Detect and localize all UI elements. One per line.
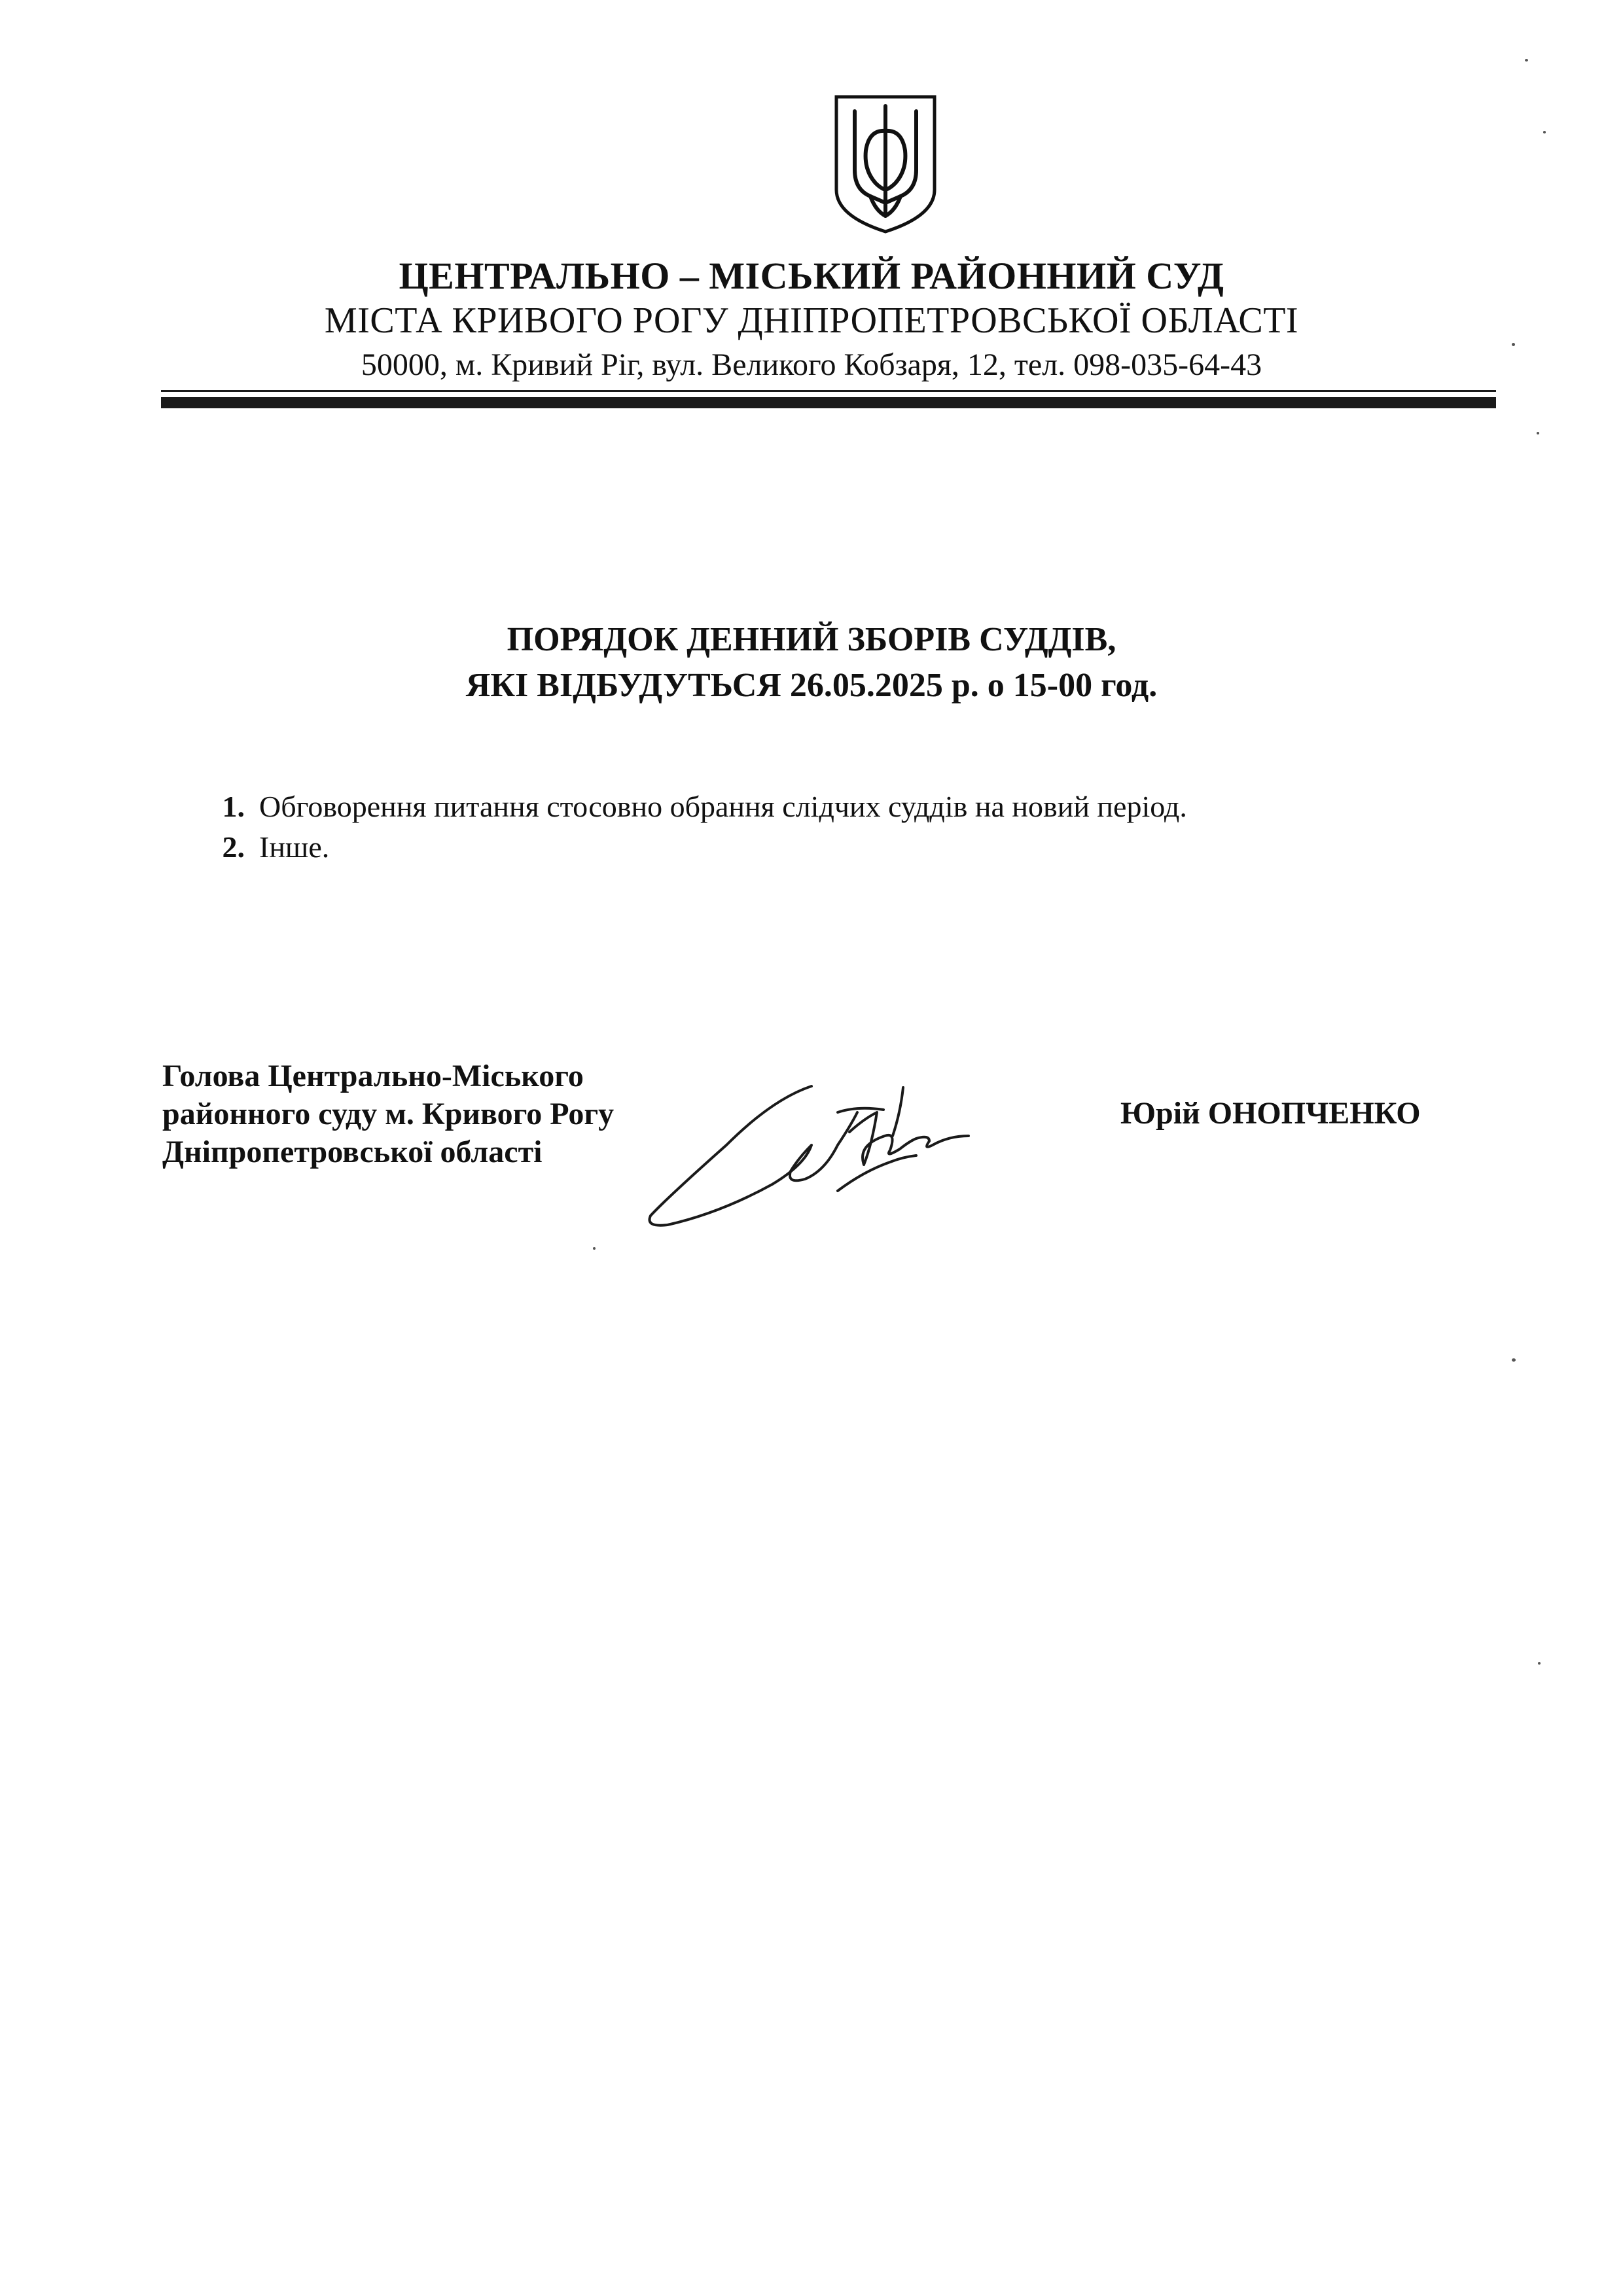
court-name: ЦЕНТРАЛЬНО – МІСЬКИЙ РАЙОННИЙ СУД [399, 255, 1224, 297]
header-divider-thick [161, 397, 1496, 408]
handwritten-signature-icon [641, 1073, 1008, 1237]
agenda-item-text: Обговорення питання стосовно обрання слідчих суддів на новий період. [259, 790, 1187, 823]
agenda-list [203, 789, 1187, 870]
signer-position-line1: Голова Центрально-Міського [162, 1059, 584, 1093]
signer-position-line3: Дніпропетровської області [162, 1135, 543, 1169]
scan-speck [1512, 343, 1515, 346]
scan-speck [1525, 59, 1528, 62]
scan-speck [593, 1247, 596, 1250]
signer-position-line2: районного суду м. Кривого Рогу [162, 1097, 615, 1131]
agenda-item [203, 830, 1187, 870]
scan-speck [1538, 1662, 1541, 1665]
scan-speck [1537, 432, 1539, 434]
court-address: 50000, м. Кривий Ріг, вул. Великого Кобзаря, 12, тел. 098-035-64-43 [361, 347, 1262, 382]
scan-speck [1512, 1358, 1516, 1362]
signer-position [162, 1057, 614, 1171]
document-title-line2: ЯКІ ВІДБУДУТЬСЯ 26.05.2025 р. о 15-00 год. [465, 667, 1158, 704]
scan-speck [1543, 131, 1546, 133]
document-title-line1: ПОРЯДОК ДЕННИЙ ЗБОРІВ СУДДІВ, [507, 621, 1116, 658]
coat-of-arms-icon [830, 92, 941, 236]
agenda-item-number: 1. [222, 790, 245, 823]
agenda-item-number: 2. [222, 830, 245, 864]
signer-name: Юрій ОНОПЧЕНКО [1120, 1096, 1421, 1131]
agenda-item-text: Інше. [259, 830, 330, 864]
header-divider-thin [161, 390, 1496, 392]
agenda-item [203, 789, 1187, 830]
court-city: МІСТА КРИВОГО РОГУ ДНІПРОПЕТРОВСЬКОЇ ОБЛАСТІ [324, 300, 1299, 341]
